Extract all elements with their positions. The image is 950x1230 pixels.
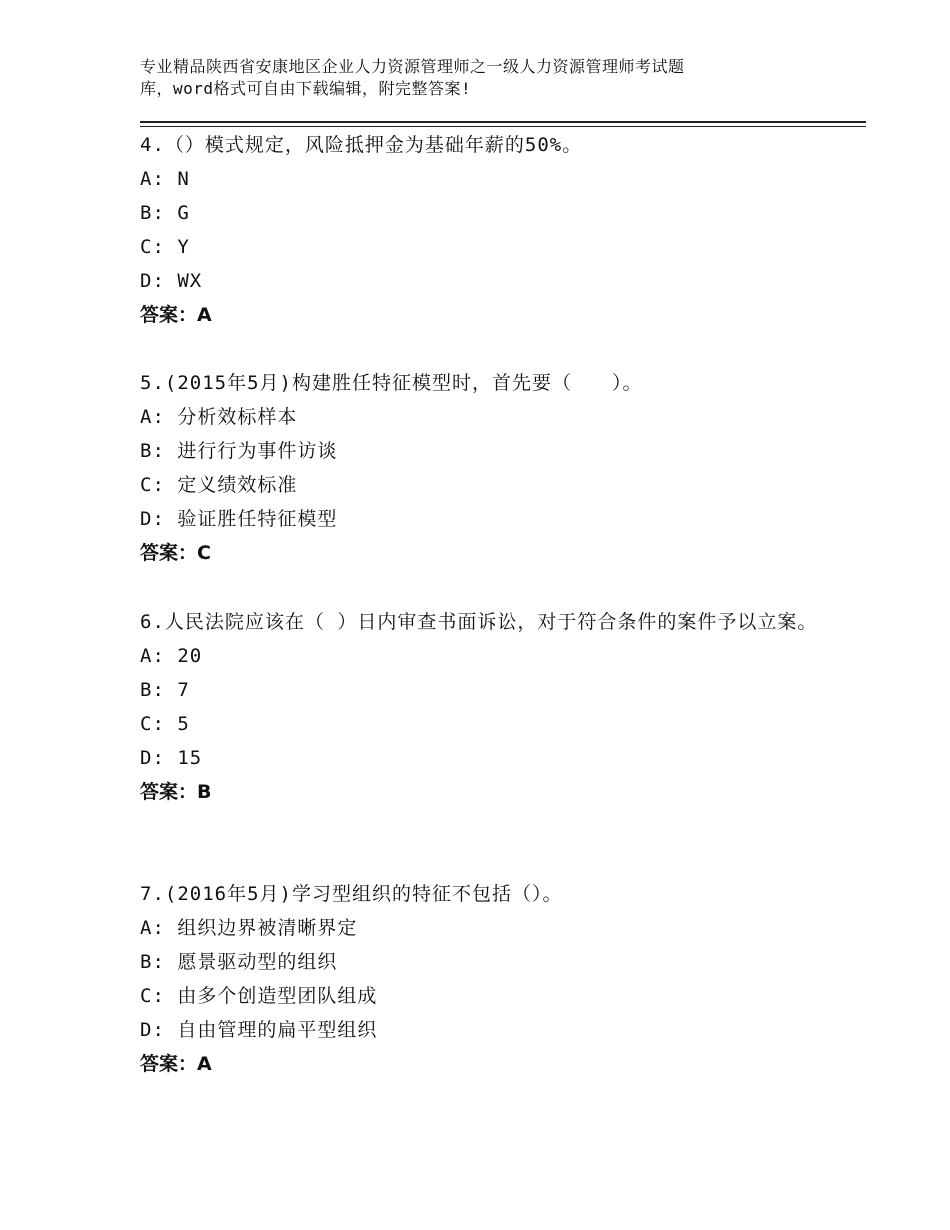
option-b: B: 7 (140, 679, 190, 701)
question-block (140, 605, 820, 809)
answer-label: 答案：B (140, 781, 212, 803)
option-d: D: 验证胜任特征模型 (140, 508, 338, 530)
option-b: B: 愿景驱动型的组织 (140, 951, 338, 973)
option-b: B: G (140, 202, 190, 224)
question-stem: 5.(2015年5月)构建胜任特征模型时，首先要（ ）。 (140, 372, 643, 394)
option-a: A: 分析效标样本 (140, 406, 298, 428)
option-d: D: 15 (140, 747, 203, 769)
question-stem: 6.人民法院应该在（ ）日内审查书面诉讼，对于符合条件的案件予以立案。 (140, 611, 818, 633)
header-line-2: 库，word格式可自由下载编辑，附完整答案! (140, 79, 472, 98)
header-divider-thick (140, 121, 866, 123)
option-c: C: 定义绩效标准 (140, 474, 298, 496)
question-stem: 7.(2016年5月)学习型组织的特征不包括（）。 (140, 883, 563, 905)
question-stem: 4.（）模式规定，风险抵押金为基础年薪的50%。 (140, 134, 583, 156)
option-c: C: 由多个创造型团队组成 (140, 985, 378, 1007)
option-a: A: 20 (140, 645, 203, 667)
option-c: C: 5 (140, 713, 190, 735)
option-b: B: 进行行为事件访谈 (140, 440, 338, 462)
header-divider-thin (140, 126, 866, 127)
question-block (140, 366, 820, 570)
document-header (140, 56, 780, 100)
answer-label: 答案：A (140, 304, 212, 326)
option-c: C: Y (140, 236, 190, 258)
option-d: D: 自由管理的扁平型组织 (140, 1019, 378, 1041)
answer-label: 答案：C (140, 542, 211, 564)
question-block (140, 877, 820, 1081)
header-line-1: 专业精品陕西省安康地区企业人力资源管理师之一级人力资源管理师考试题 (140, 57, 685, 76)
answer-label: 答案：A (140, 1053, 212, 1075)
question-block (140, 128, 820, 332)
option-d: D: WX (140, 270, 203, 292)
option-a: A: N (140, 168, 190, 190)
option-a: A: 组织边界被清晰界定 (140, 917, 358, 939)
